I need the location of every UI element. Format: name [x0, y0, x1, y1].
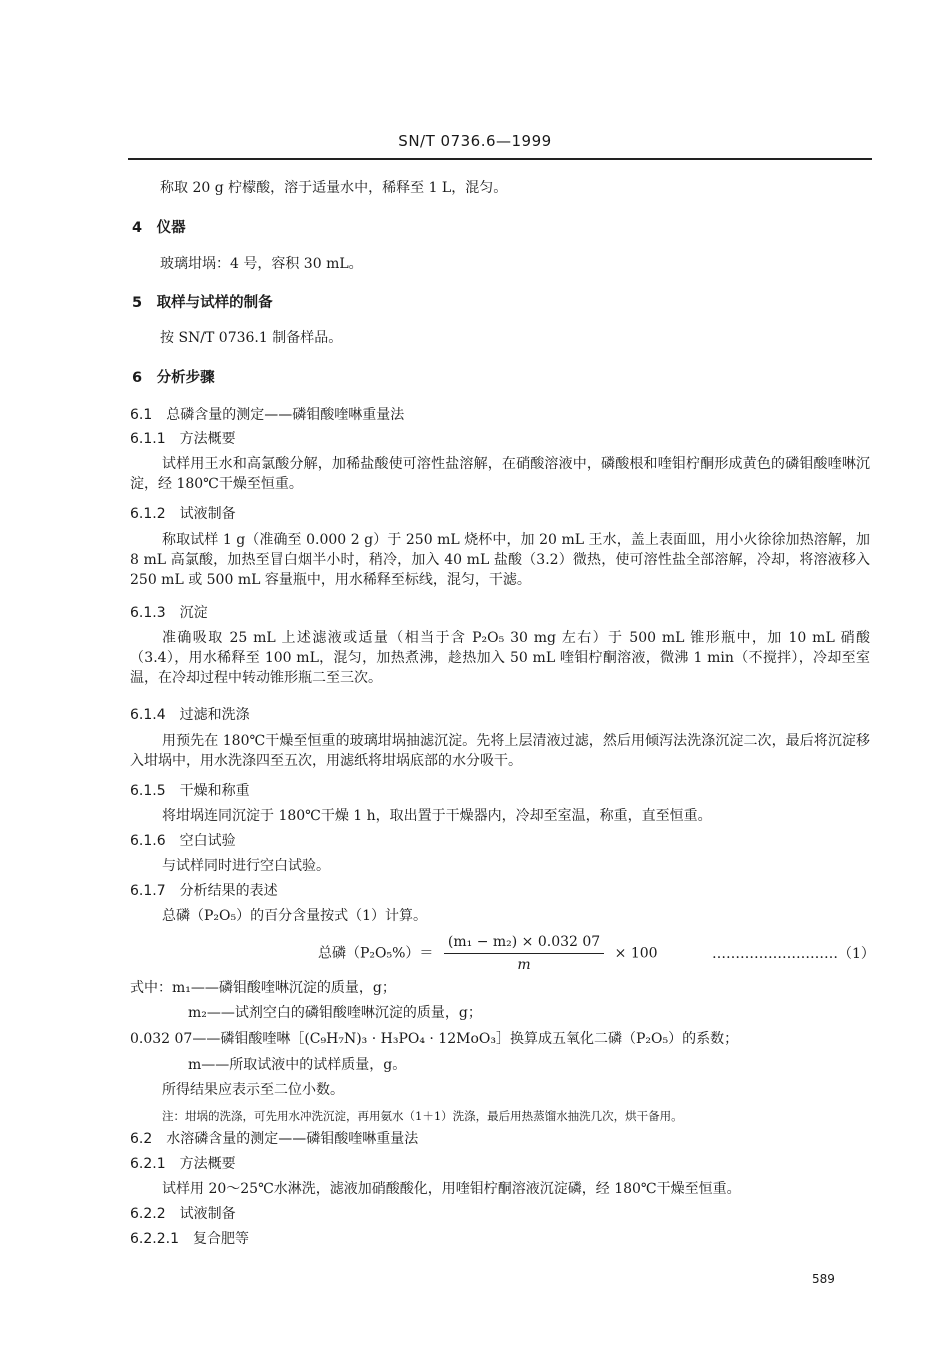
standard-number-header: SN/T 0736.6—1999 [398, 132, 552, 150]
where-m1: 式中：m₁——磷钼酸喹啉沉淀的质量，g； [130, 980, 396, 996]
section-6-1-6-text: 与试样同时进行空白试验。 [162, 858, 330, 874]
section-6-2-2-title: 6.2.2 试液制备 [130, 1206, 236, 1222]
section-6-1-1-text: 试样用王水和高氯酸分解，加稀盐酸使可溶性盐溶解，在硝酸溶液中，磷酸根和喹钼柠酮形成黄色的磷钼酸喹啉沉淀，经 180℃干燥至恒重。 [130, 456, 870, 492]
section-4-text: 玻璃坩埚：4 号，容积 30 mL。 [160, 256, 363, 272]
section-6-1-2-title: 6.1.2 试液制备 [130, 506, 236, 522]
section-6-1-3-title: 6.1.3 沉淀 [130, 605, 208, 621]
section-6-1-5-text: 将坩埚连同沉淀于 180℃干燥 1 h，取出置于干燥器内，冷却至室温，称重，直至恒重。 [162, 808, 712, 824]
section-6-1-3-text: 准确吸取 25 mL 上述滤液或适量（相当于含 P₂O₅ 30 mg 左右）于 500 mL 锥形瓶中，加 10 mL 硝酸（3.4），用水稀释至 100 mL，混匀，加热煮沸，趁热加入 50 mL 喹钼柠酮溶液，微沸 1 min（不搅拌），冷却至室温，在冷却过程中转动锥形瓶二至三次。 [130, 630, 870, 686]
section-4-title: 4 仪器 [132, 220, 186, 236]
reagent-paragraph: 称取 20 g 柠檬酸，溶于适量水中，稀释至 1 L，混匀。 [160, 180, 508, 196]
section-6-2-2-1-title: 6.2.2.1 复合肥等 [130, 1231, 249, 1247]
section-6-1-2-text: 称取试样 1 g（准确至 0.000 2 g）于 250 mL 烧杯中，加 20 mL 王水，盖上表面皿，用小火徐徐加热溶解，加 8 mL 高氯酸，加热至冒白烟半小时，稍冷，加入 40 mL 盐酸（3.2）微热，使可溶性盐全部溶解，冷却，将溶液移入 250 mL 或 500 mL 容量瓶中，用水稀释至标线，混匀，干滤。 [130, 532, 870, 588]
header-rule [128, 158, 872, 160]
where-coefficient: 0.032 07——磷钼酸喹啉［(C₉H₇N)₃ · H₃PO₄ · 12MoO₃］换算成五氧化二磷（P₂O₅）的系数； [130, 1031, 739, 1047]
section-6-title: 6 分析步骤 [132, 370, 215, 386]
formula-label: ………………………（1） [712, 946, 875, 962]
section-6-2-1-text: 试样用 20～25℃水淋洗，滤液加硝酸酸化，用喹钼柠酮溶液沉淀磷，经 180℃干燥至恒重。 [162, 1181, 741, 1197]
where-m: m——所取试液中的试样质量，g。 [188, 1057, 407, 1073]
formula-fraction [444, 932, 604, 975]
crucible-note: 注：坩埚的洗涤，可先用水冲洗沉淀，再用氨水（1＋1）洗涤，最后用热蒸馏水抽洗几次，烘干备用。 [162, 1109, 683, 1123]
result-precision: 所得结果应表示至二位小数。 [162, 1082, 344, 1098]
section-6-2-title: 6.2 水溶磷含量的测定——磷钼酸喹啉重量法 [130, 1131, 419, 1147]
section-6-1-7-text: 总磷（P₂O₅）的百分含量按式（1）计算。 [162, 908, 428, 924]
where-m2: m₂——试剂空白的磷钼酸喹啉沉淀的质量，g； [188, 1005, 482, 1021]
section-6-1-5-title: 6.1.5 干燥和称重 [130, 783, 250, 799]
section-6-1-6-title: 6.1.6 空白试验 [130, 833, 236, 849]
formula-lhs: 总磷（P₂O₅%）＝ [318, 945, 434, 962]
page-number: 589 [812, 1272, 835, 1286]
section-6-1-7-title: 6.1.7 分析结果的表述 [130, 883, 278, 899]
section-6-1-title: 6.1 总磷含量的测定——磷钼酸喹啉重量法 [130, 407, 405, 423]
formula-denominator: m [517, 957, 531, 973]
formula-numerator: (m₁ − m₂) × 0.032 07 [444, 932, 604, 954]
formula-multiplier: × 100 [614, 945, 658, 962]
section-6-1-1-title: 6.1.1 方法概要 [130, 431, 236, 447]
formula-1 [318, 932, 658, 975]
section-6-2-1-title: 6.2.1 方法概要 [130, 1156, 236, 1172]
section-6-1-4-text: 用预先在 180℃干燥至恒重的玻璃坩埚抽滤沉淀。先将上层清液过滤，然后用倾泻法洗涤沉淀二次，最后将沉淀移入坩埚中，用水洗涤四至五次，用滤纸将坩埚底部的水分吸干。 [130, 733, 870, 769]
section-5-text: 按 SN/T 0736.1 制备样品。 [160, 330, 343, 346]
section-6-1-4-title: 6.1.4 过滤和洗涤 [130, 707, 250, 723]
section-5-title: 5 取样与试样的制备 [132, 295, 273, 311]
